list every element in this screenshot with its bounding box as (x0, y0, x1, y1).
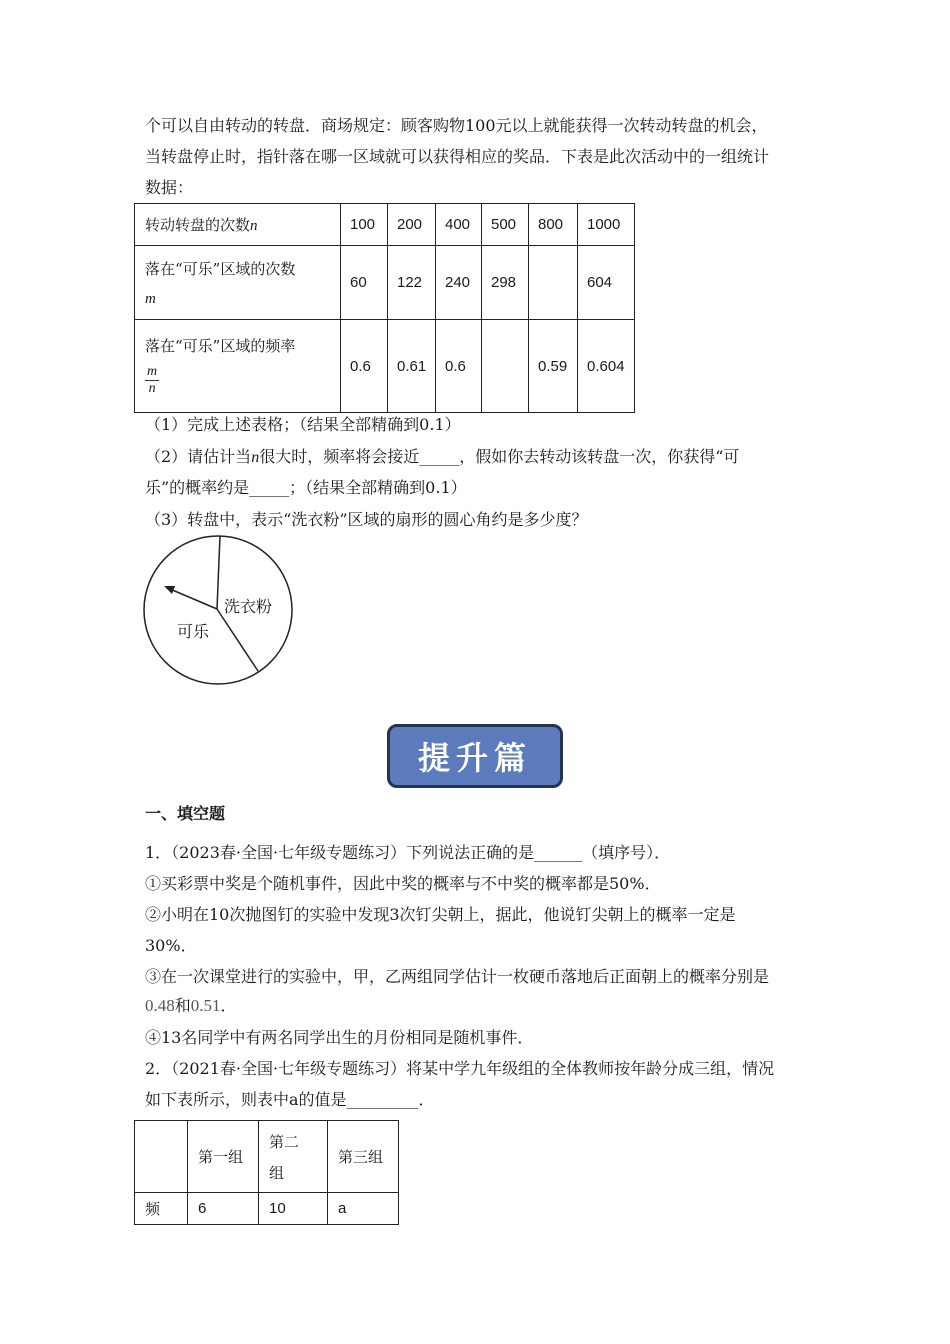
opt3-and: 和 (174, 996, 191, 1015)
opt3-value-1: 0.48 (145, 996, 175, 1015)
table-cell: 400 (436, 204, 482, 246)
table-cell (529, 246, 578, 320)
spinner-label-cola: 可乐 (177, 622, 210, 641)
table-cell (259, 1121, 328, 1193)
problem-1-option-1: ①买彩票中奖是个随机事件，因此中奖的概率与不中奖的概率都是50%． (145, 874, 661, 893)
table-row (135, 1121, 399, 1193)
table-cell: a (328, 1193, 399, 1225)
table-cell: 60 (341, 246, 388, 320)
fraction-denominator: n (148, 381, 156, 396)
table-cell: 1000 (578, 204, 635, 246)
table-cell: 10 (259, 1193, 328, 1225)
table-cell: 6 (188, 1193, 259, 1225)
table-cell (135, 204, 341, 246)
table-cell: 0.604 (578, 320, 635, 413)
intro-line-3: 数据： (145, 178, 194, 197)
intro-line-2: 当转盘停止时，指针落在哪一区域就可以获得相应的奖品．下表是此次活动中的一组统计 (145, 147, 770, 166)
table-cell: 500 (482, 204, 529, 246)
row1-label: 转动转盘的次数 (145, 216, 251, 234)
intro-line-1: 个可以自由转动的转盘．商场规定：顾客购物100元以上就能获得一次转动转盘的机会， (145, 116, 768, 135)
table-cell: 604 (578, 246, 635, 320)
problem-1-option-3-line-2 (145, 997, 237, 1014)
table-row (135, 1193, 399, 1225)
table-row (135, 246, 635, 320)
table-cell (135, 246, 341, 320)
frequency-fraction (145, 364, 159, 397)
table-cell: 122 (388, 246, 436, 320)
teacher-age-table (134, 1120, 399, 1225)
opt3-value-2: 0.51 (190, 996, 221, 1015)
table-cell (482, 320, 529, 413)
question-1: （1）完成上述表格；（结果全部精确到0.1） (145, 415, 461, 434)
q2-part-b: 很大时，频率将会接近_____，假如你去转动该转盘一次，你获得“可 (259, 447, 740, 466)
table-row (135, 320, 635, 413)
problem-2-line-2: 如下表所示，则表中a的值是_________． (145, 1090, 435, 1109)
section-banner: 提升篇 (387, 724, 563, 788)
problem-1-option-2-line-1: ②小明在10次抛图钉的实验中发现3次钉尖朝上，据此，他说钉尖朝上的概率一定是 (145, 905, 736, 924)
problem-2-line-1: 2．（2021春·全国·七年级专题练习）将某中学九年级组的全体教师按年龄分成三组，情况 (145, 1059, 775, 1078)
table-cell: 800 (529, 204, 578, 246)
problem-1-stem: 1．（2023春·全国·七年级专题练习）下列说法正确的是______（填序号）． (145, 843, 671, 862)
table-cell: 240 (436, 246, 482, 320)
question-2-line-2: 乐”的概率约是_____；（结果全部精确到0.1） (145, 478, 467, 497)
fraction-numerator: m (147, 364, 158, 379)
row2-var: m (145, 290, 156, 307)
table-cell: 第三组 (328, 1121, 399, 1193)
spinner-label-detergent: 洗衣粉 (224, 597, 273, 616)
table-cell: 200 (388, 204, 436, 246)
opt3-end: ． (220, 996, 237, 1015)
row1-var: n (250, 218, 258, 234)
q2-var: n (251, 449, 260, 466)
row3-label: 落在“可乐”区域的频率 (145, 337, 296, 355)
row2-label: 落在“可乐”区域的次数 (145, 259, 296, 278)
spinner-diagram (140, 534, 300, 688)
table-cell: 0.61 (388, 320, 436, 413)
table-row (135, 204, 635, 246)
spinner-stats-table (134, 203, 635, 413)
section-heading: 一、填空题 (145, 804, 226, 823)
table-cell: 100 (341, 204, 388, 246)
header-group-2-line-2: 组 (269, 1163, 285, 1182)
question-3: （3）转盘中，表示“洗衣粉”区域的扇形的圆心角约是多少度？ (145, 510, 588, 529)
table-cell: 0.59 (529, 320, 578, 413)
table-cell: 0.6 (436, 320, 482, 413)
table-cell (135, 320, 341, 413)
problem-1-option-2-line-2: 30%． (145, 936, 197, 955)
table-cell (135, 1121, 188, 1193)
problem-1-option-3-line-1: ③在一次课堂进行的实验中，甲，乙两组同学估计一枚硬币落地后正面朝上的概率分别是 (145, 967, 770, 986)
q2-part-a: （2）请估计当 (145, 447, 252, 466)
problem-1-option-4: ④13名同学中有两名同学出生的月份相同是随机事件． (145, 1028, 534, 1047)
question-2-line-1 (145, 449, 739, 466)
header-group-2-line-1: 第二 (269, 1132, 300, 1151)
table-cell: 第一组 (188, 1121, 259, 1193)
table-cell: 0.6 (341, 320, 388, 413)
table-cell: 298 (482, 246, 529, 320)
table-cell: 频 (135, 1193, 188, 1225)
